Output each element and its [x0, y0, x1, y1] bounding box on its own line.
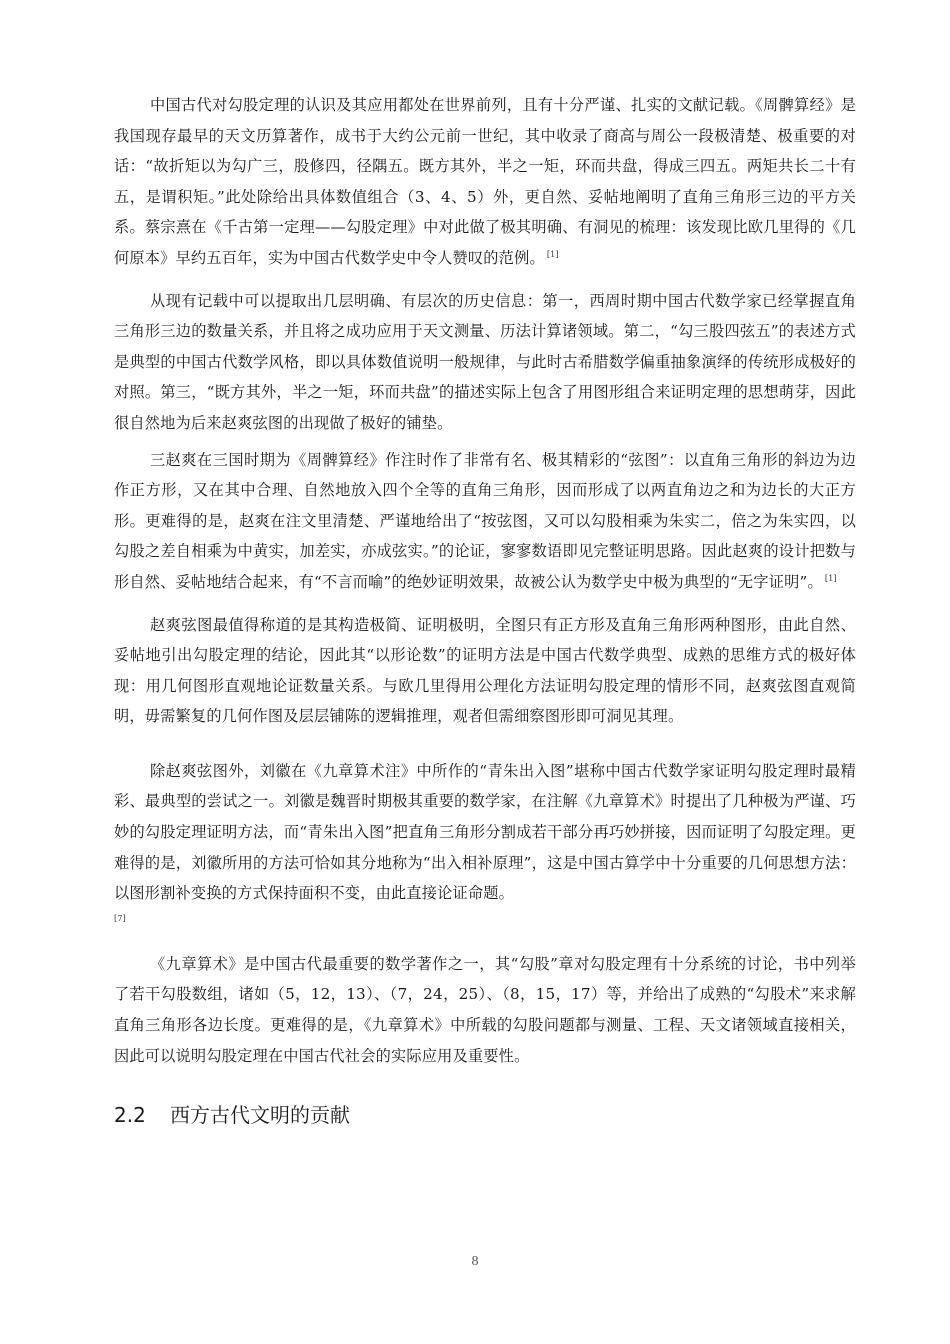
page-number: 8: [471, 1254, 479, 1269]
section-heading: [114, 1101, 856, 1129]
paragraph-nine-chapters: [114, 949, 856, 1071]
paragraph-text: 从现有记载中可以提取出几层明确、有层次的历史信息：第一，西周时期中国古代数学家已经掌握直角三角形三边的数量关系，并且将之成功应用于天文测量、历法计算诸领域。第二，“勾三股四弦五”的表述方式是典型的中国古代数学风格，即以具体数值说明一般规律，与此时古希腊数学偏重抽象演绎的传统形成极好的对照。第三，“既方其外，半之一矩，环而共盘”的描述实际上包含了用图形组合来证明定理的思想萌芽，因此很自然地为后来赵爽弦图的出现做了极好的铺垫。: [114, 291, 856, 432]
citation: [1]: [546, 249, 559, 259]
paragraph-historical-info: [114, 286, 856, 439]
section-title: 西方古代文明的贡献: [170, 1103, 350, 1128]
document-page: [114, 90, 856, 1129]
citation: [1]: [824, 573, 837, 583]
paragraph-zhoubi: [114, 90, 856, 274]
paragraph-text: 赵爽弦图最值得称道的是其构造极简、证明极明，全图只有正方形及直角三角形两种图形，由此自然、妥帖地引出勾股定理的结论，因此其“以形论数”的证明方法是中国古代数学典型、成熟的思维方式的极好体现：用几何图形直观地论证数量关系。与欧几里得用公理化方法证明勾股定理的情形不同，赵爽弦图直观简明，毋需繁复的几何作图及层层铺陈的逻辑推理，观者但需细察图形即可洞见其理。: [114, 615, 856, 726]
citation: [7]: [114, 913, 126, 923]
paragraph-string-diagram: [114, 610, 856, 732]
paragraph-text: 中国古代对勾股定理的认识及其应用都处在世界前列，且有十分严谨、扎实的文献记载。《周髀算经》是我国现存最早的天文历算著作，成书于大约公元前一世纪，其中收录了商高与周公一段极清楚、极重要的对话：“故折矩以为勾广三，股修四，径隅五。既方其外，半之一矩，环而共盘，得成三四五。两矩共长二十有五，是谓积矩。”此处除给出具体数值组合（3、4、5）外，更自然、妥帖地阐明了直角三角形三边的平方关系。蔡宗熹在《千古第一定理——勾股定理》中对此做了极其明确、有洞见的梳理：该发现比欧几里得的《几何原本》早约五百年，实为中国古代数学史中令人赞叹的范例。: [114, 96, 856, 267]
paragraph-text: 除赵爽弦图外，刘徽在《九章算术注》中所作的“青朱出入图”堪称中国古代数学家证明勾股定理时最精彩、最典型的尝试之一。刘徽是魏晋时期极其重要的数学家，在注解《九章算术》时提出了几种极为严谨、巧妙的勾股定理证明方法，而“青朱出入图”把直角三角形分割成若干部分再巧妙拼接，因而证明了勾股定理。更难得的是，刘徽所用的方法可恰如其分地称为“出入相补原理”，这是中国古算学中十分重要的几何思想方法：以图形割补变换的方式保持面积不变，由此直接论证命题。: [114, 761, 856, 903]
paragraph-liu-hui: [114, 756, 856, 925]
paragraph-text: 三赵爽在三国时期为《周髀算经》作注时作了非常有名、极其精彩的“弦图”：以直角三角形的斜边为边作正方形，又在其中合理、自然地放入四个全等的直角三角形，因而形成了以两直角边之和为边长的大正方形。更难得的是，赵爽在注文里清楚、严谨地给出了“按弦图，又可以勾股相乘为朱实二，倍之为朱实四，以勾股之差自相乘为中黄实，加差实，亦成弦实。”的论证，寥寥数语即见完整证明思路。因此赵爽的设计把数与形自然、妥帖地结合起来，有“不言而喻”的绝妙证明效果，故被公认为数学史中极为典型的“无字证明”。: [114, 450, 856, 591]
paragraph-text: 《九章算术》是中国古代最重要的数学著作之一，其“勾股”章对勾股定理有十分系统的讨论，书中列举了若干勾股数组，诸如（5，12，13）、（7，24，25）、（8，15，17）等，并给出了成熟的“勾股术”来求解直角三角形各边长度。更难得的是，《九章算术》中所载的勾股问题都与测量、工程、天文诸领域直接相关，因此可以说明勾股定理在中国古代社会的实际应用及重要性。: [114, 954, 856, 1065]
paragraph-zhao-shuang: [114, 445, 856, 598]
section-number: 2.2: [114, 1103, 146, 1128]
